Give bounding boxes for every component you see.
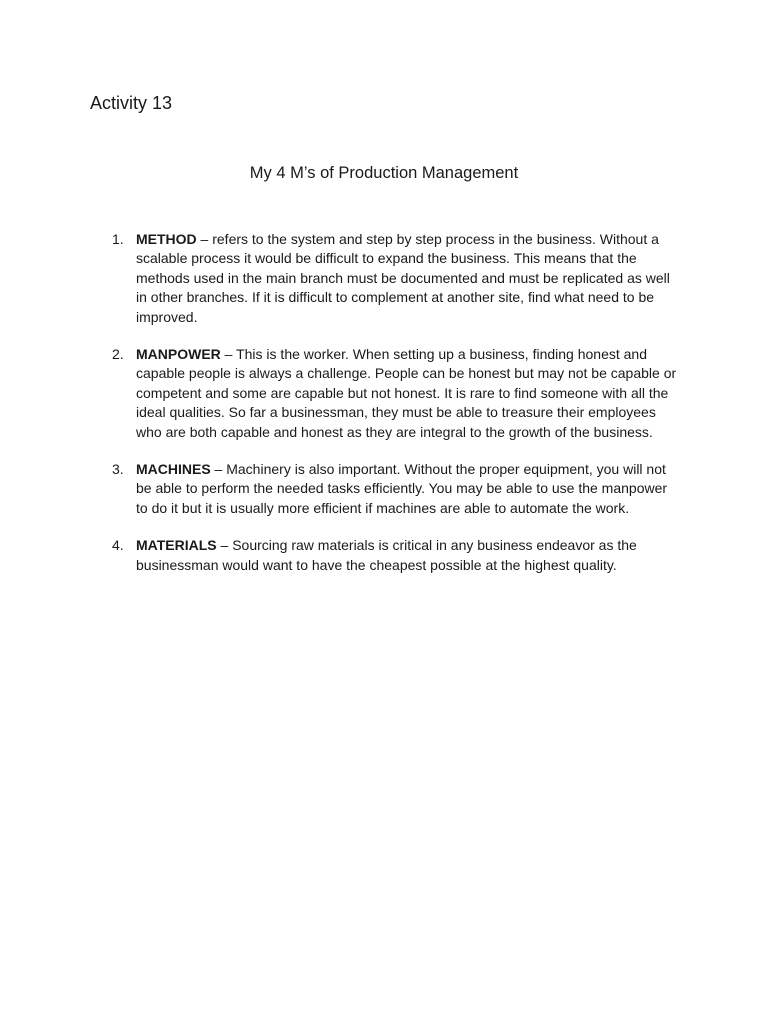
list-item-machines bbox=[0, 460, 768, 518]
activity-label: Activity 13 bbox=[90, 93, 173, 113]
list-item-term: MACHINES bbox=[136, 461, 211, 478]
list-item-term: MANPOWER bbox=[136, 346, 221, 363]
list-item-text: – refers to the system and step by step process in the business. Without a scalable process it would be difficult to expand the business. This means that the methods used in the main branch must be documented and must be replicated as well in other branches. If it is difficult to complement at another site, find what need to be improved. bbox=[136, 231, 670, 325]
list-item-body bbox=[136, 460, 680, 518]
list-item-manpower bbox=[0, 345, 768, 442]
list-item-text: – Sourcing raw materials is critical in any business endeavor as the businessman would want to have the cheapest possible at the highest quality. bbox=[136, 537, 637, 573]
list-item-materials bbox=[0, 536, 768, 575]
list-item-term: METHOD bbox=[136, 231, 197, 247]
list-item-number: 3. bbox=[112, 461, 124, 478]
list-item-number: 2. bbox=[112, 346, 124, 363]
list-item-text: – This is the worker. When setting up a business, finding honest and capable people is always a challenge. People can be honest but may not be capable or competent and some are capable but not honest. It is rare to find someone with all the ideal qualities. So far a businessman, they must be able to treasure their employees who are both capable and honest as they are integral to the growth of the business. bbox=[136, 346, 677, 440]
list-item-term: MATERIALS bbox=[136, 537, 217, 554]
production-management-list bbox=[0, 230, 768, 593]
list-item-number: 4. bbox=[112, 537, 124, 554]
list-item-method bbox=[0, 230, 768, 327]
list-item-body bbox=[136, 345, 680, 442]
list-item-text: – Machinery is also important. Without the proper equipment, you will not be able to perform the needed tasks efficiently. You may be able to use the manpower to do it but it is usually more efficient if machines are able to automate the work. bbox=[136, 461, 668, 516]
page-title: My 4 M’s of Production Management bbox=[249, 164, 519, 182]
list-item-number: 1. bbox=[112, 231, 124, 247]
list-item-body bbox=[136, 230, 680, 327]
list-item-body bbox=[136, 536, 680, 575]
